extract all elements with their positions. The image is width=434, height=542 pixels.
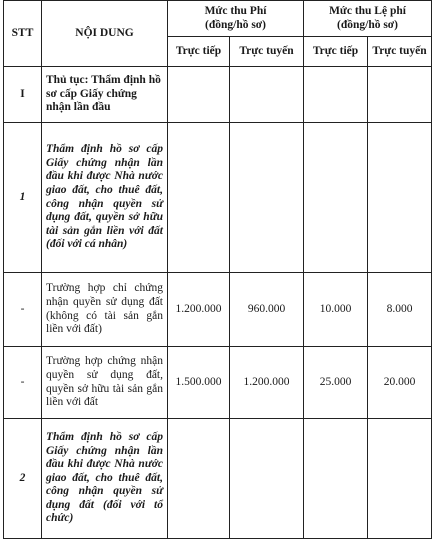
row-phi-truc-tuyen: [230, 67, 304, 123]
table-row: [4, 67, 432, 123]
row-phi-truc-tiep: [168, 123, 230, 273]
row-phi-truc-tuyen: 1.200.000: [230, 347, 304, 419]
header-phi: [168, 1, 304, 37]
table-row: [4, 347, 432, 419]
row-phi-truc-tiep: 1.500.000: [168, 347, 230, 419]
row-content: Trường hợp chứng nhận quyền sử dụng đất, quyền sở hữu tài sản gắn liền với đất: [42, 347, 168, 419]
header-phi-title: Mức thu Phí: [204, 4, 267, 17]
row-content: Thủ tục: Thẩm định hồ sơ cấp Giấy chứng nhận lần đầu: [42, 67, 168, 123]
row-stt: 1: [4, 123, 42, 273]
row-phi-truc-tiep: [168, 67, 230, 123]
header-le-phi: [304, 1, 432, 37]
table-row: [4, 123, 432, 273]
row-le-phi-truc-tuyen: [368, 419, 432, 539]
row-content: Thẩm định hồ sơ cấp Giấy chứng nhận lần đầu khi được Nhà nước giao đất, cho thuê đất, công nhận quyền sử dụng đất, quyền sở hữu tài sản gắn liền với đất (đối với cá nhân): [42, 123, 168, 273]
row-phi-truc-tuyen: [230, 419, 304, 539]
table-row: [4, 419, 432, 539]
header-le-phi-truc-tuyen: Trực tuyến: [368, 37, 432, 67]
row-le-phi-truc-tuyen: 20.000: [368, 347, 432, 419]
table-row: [4, 273, 432, 347]
row-phi-truc-tiep: [168, 419, 230, 539]
row-content: Thẩm định hồ sơ cấp Giấy chứng nhận lần đầu khi được Nhà nước giao đất, cho thuê đất, công nhận quyền sử dụng đất (đối với tổ chức): [42, 419, 168, 539]
row-le-phi-truc-tuyen: [368, 67, 432, 123]
header-le-phi-truc-tiep: Trực tiếp: [304, 37, 368, 67]
header-phi-unit: (đồng/hồ sơ): [205, 18, 267, 31]
row-stt: 2: [4, 419, 42, 539]
row-le-phi-truc-tiep: [304, 123, 368, 273]
row-phi-truc-tuyen: [230, 123, 304, 273]
row-stt: I: [4, 67, 42, 123]
header-phi-truc-tuyen: Trực tuyến: [230, 37, 304, 67]
header-row-main: [4, 1, 432, 37]
header-phi-truc-tiep: Trực tiếp: [168, 37, 230, 67]
row-le-phi-truc-tuyen: 8.000: [368, 273, 432, 347]
row-le-phi-truc-tiep: [304, 419, 368, 539]
header-le-phi-title: Mức thu Lệ phí: [329, 4, 406, 17]
row-le-phi-truc-tuyen: [368, 123, 432, 273]
row-phi-truc-tuyen: 960.000: [230, 273, 304, 347]
header-stt: STT: [4, 1, 42, 67]
row-phi-truc-tiep: 1.200.000: [168, 273, 230, 347]
row-content: Trường hợp chỉ chứng nhận quyền sử dụng đất (không có tài sản gắn liền với đất): [42, 273, 168, 347]
row-stt: -: [4, 347, 42, 419]
row-le-phi-truc-tiep: 10.000: [304, 273, 368, 347]
fee-table: [3, 0, 432, 539]
row-le-phi-truc-tiep: 25.000: [304, 347, 368, 419]
header-noi-dung: NỘI DUNG: [42, 1, 168, 67]
row-stt: -: [4, 273, 42, 347]
header-le-phi-unit: (đồng/hồ sơ): [337, 18, 399, 31]
row-le-phi-truc-tiep: [304, 67, 368, 123]
